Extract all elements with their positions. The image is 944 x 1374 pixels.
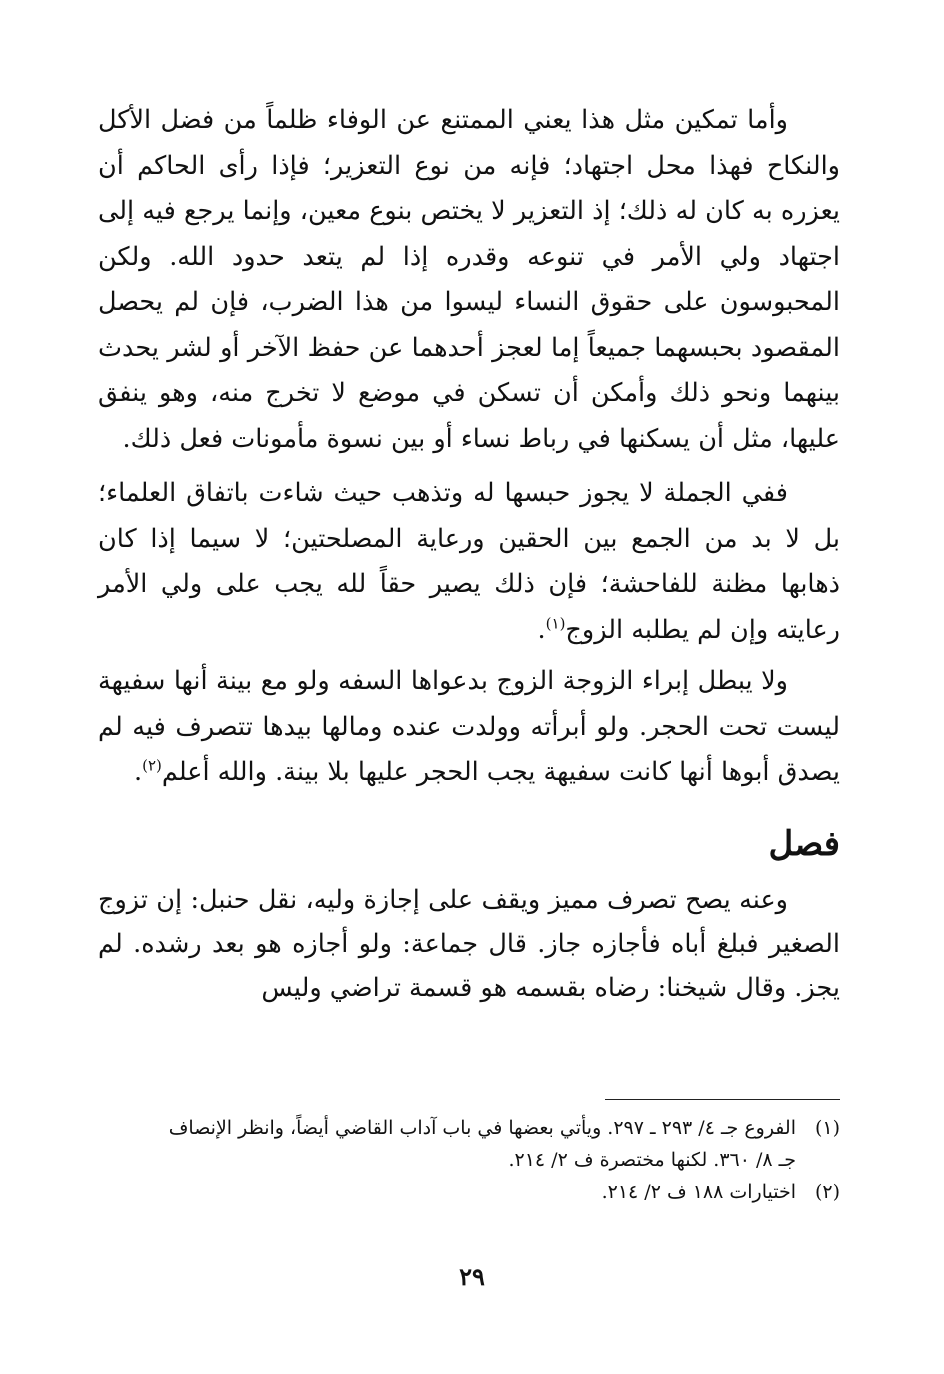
section-heading: فصل bbox=[768, 823, 840, 864]
paragraph-2-text: ففي الجملة لا يجوز حبسها له وتذهب حيث شاءت باتفاق العلماء؛ بل لا بد من الجمع بين الحقين ورعاية المصلحتين؛ لا سيما إذا كان ذهابها مظنة للفاحشة؛ فإن ذلك يصير حقاً لله يجب على ولي الأمر رعايته وإن لم يطلبه الزوج bbox=[98, 478, 840, 645]
footnote-1-text: الفروع جـ ٤/ ٢٩٣ ـ ٢٩٧. ويأتي بعضها في باب آداب القاضي أيضاً، وانظر الإنصاف bbox=[168, 1117, 796, 1139]
footnote-2-text: اختيارات ١٨٨ ف ٢/ ٢١٤. bbox=[601, 1181, 796, 1203]
section-paragraph bbox=[98, 878, 840, 1010]
paragraph-3: ولا يبطل إبراء الزوجة الزوج بدعواها السفه ولو مع بينة أنها سفيهة ليست تحت الحجر. ولو أبرأته وولدت عنده ومالها بيدها تتصرف فيه لم يصدق أبوها أنها كانت سفيهة يجب الحجر عليها بلا بينة. والله أعلم$^{(٢)}$. bbox=[98, 666, 840, 787]
paragraph-1-text: وأما تمكين مثل هذا يعني الممتنع عن الوفاء ظلماً من فضل الأكل والنكاح فهذا محل اجتهاد؛ فإنه من نوع التعزير؛ فإذا رأى الحاكم أن يعزره به كان له ذلك؛ إذ التعزير لا يختص بنوع معين، وإنما يرجع فيه إلى اجتهاد ولي الأمر في تنوعه وقدره إذا لم يتعد حدود الله. ولكن المحبوسون على حقوق النساء ليسوا من هذا الضرب، فإن لم يحصل المقصود بحبسهما جميعاً إما لعجز أحدهما عن حفظ الآخر أو لشر يحدث بينهما ونحو ذلك وأمكن أن تسكن في موضع لا تخرج منه، وهو ينفق عليها، مثل أن يسكنها في رباط نساء أو بين نسوة مأمونات فعل ذلك. bbox=[98, 105, 840, 454]
footnote-1 bbox=[96, 1112, 840, 1144]
page-body bbox=[98, 98, 840, 1010]
footnote-1-continued bbox=[96, 1144, 840, 1176]
footnote-2-number: (٢) bbox=[814, 1181, 840, 1203]
footnote-divider bbox=[605, 1099, 840, 1100]
footnote-2 bbox=[96, 1176, 840, 1208]
footnote-1-number: (١) bbox=[814, 1117, 840, 1139]
section-paragraph-text: وعنه يصح تصرف مميز ويقف على إجازة وليه، نقل حنبل: إن تزوج الصغير فبلغ أباه فأجازه جاز. قال جماعة: ولو أجازه هو بعد رشده. لم يجز. وقال شيخنا: رضاه بقسمه هو قسمة تراضي وليس bbox=[98, 884, 840, 1003]
paragraph-2: ففي الجملة لا يجوز حبسها له وتذهب حيث شاءت باتفاق العلماء؛ بل لا بد من الجمع بين الحقين ورعاية المصلحتين؛ لا سيما إذا كان ذهابها مظنة للفاحشة؛ فإن ذلك يصير حقاً لله يجب على ولي الأمر رعايته وإن لم يطلبه الزوج$^{(١)}$. bbox=[98, 478, 840, 645]
footnote-1-text-2: جـ ٨/ ٣٦٠. لكنها مختصرة ف ٢/ ٢١٤. bbox=[508, 1149, 796, 1171]
paragraph-1 bbox=[98, 98, 840, 462]
footnotes bbox=[96, 1112, 840, 1208]
page-number: ٢٩ bbox=[459, 1262, 485, 1291]
footnote-ref-1: (١) bbox=[545, 614, 566, 632]
footnote-ref-2: (٢) bbox=[142, 756, 162, 775]
paragraph-3-text: ولا يبطل إبراء الزوجة الزوج بدعواها السفه ولو مع بينة أنها سفيهة ليست تحت الحجر. ولو أبرأته وولدت عنده ومالها بيدها تتصرف فيه لم يصدق أبوها أنها كانت سفيهة يجب الحجر عليها بلا بينة. والله أعلم bbox=[98, 666, 840, 787]
